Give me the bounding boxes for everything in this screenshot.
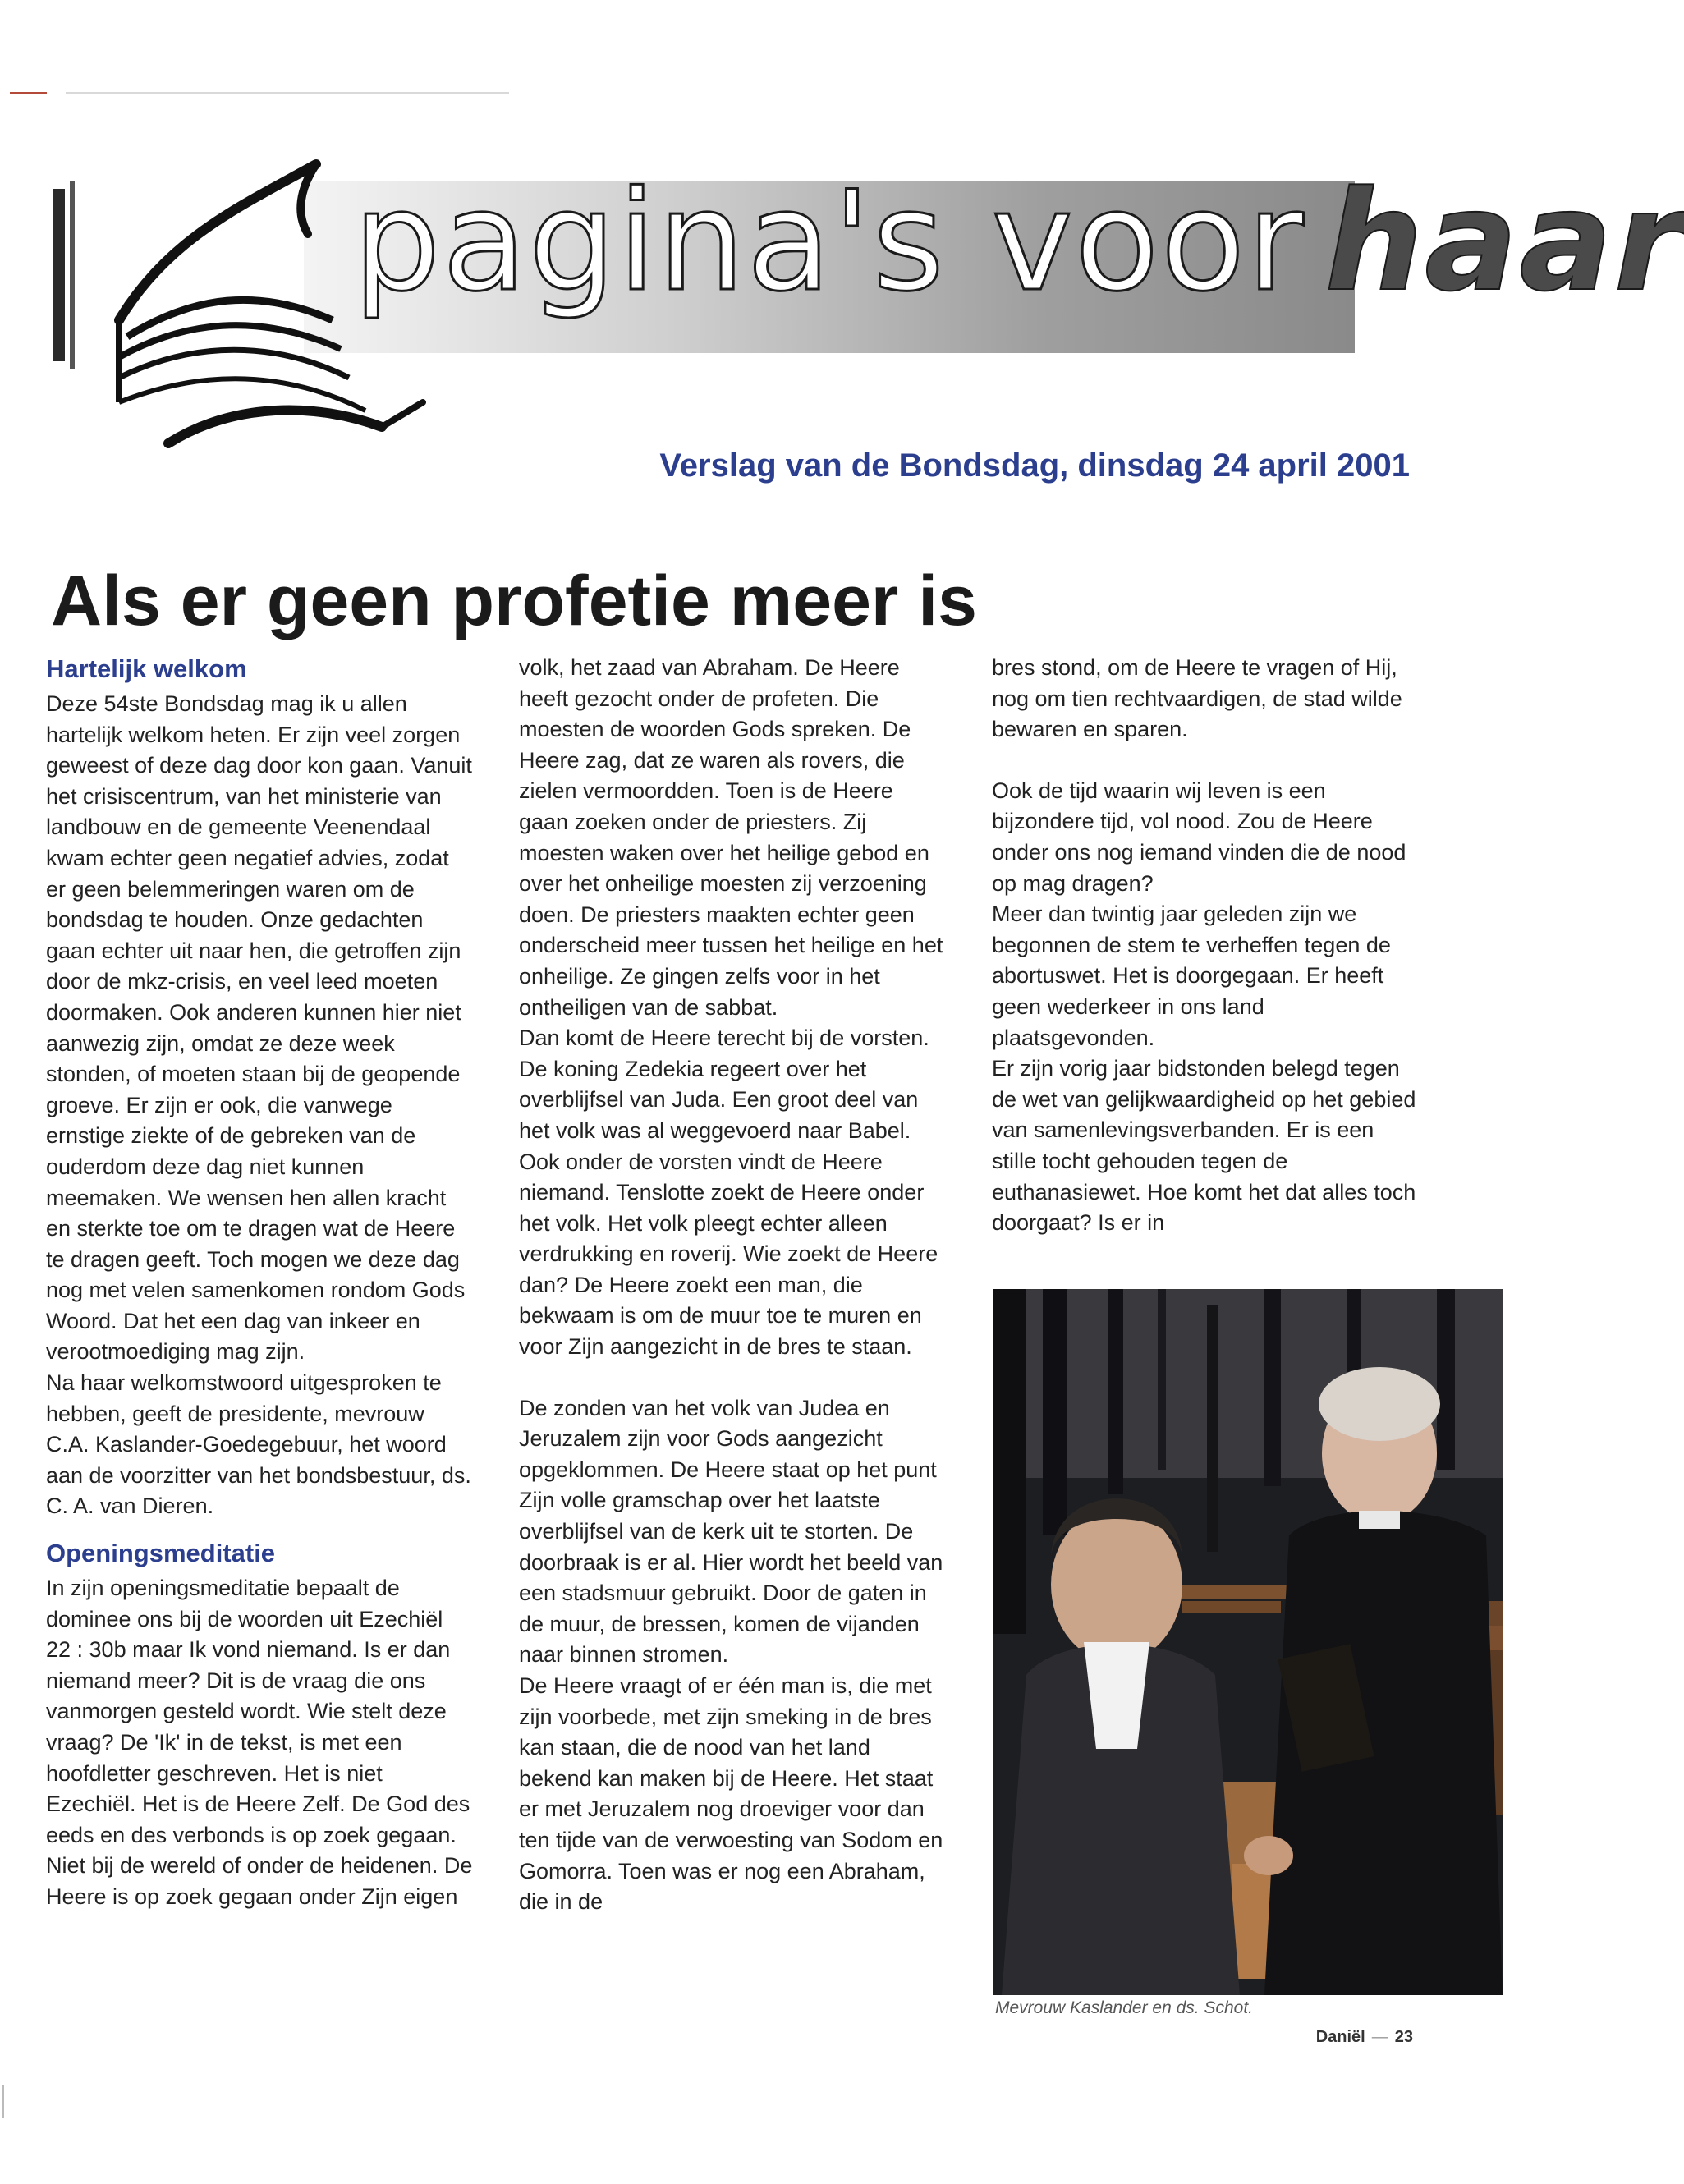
page-footer [1316,2028,1413,2047]
col2-paragraph-2: Dan komt de Heere terecht bij de vorsten. De koning Zedekia regeert over het overblijfsel van Juda. Een groot deel van het volk was al weggevoerd naar Babel. Ook onder de vorsten vindt de Heere niemand. Tenslotte zoekt de Heere onder het volk. Het volk pleegt echter alleen verdrukking en roverij. Wie zoekt de Heere dan? De Heere zoekt een man, die bekwaam is om de muur toe te muren en voor Zijn aangezicht in de bres te staan. [519,1025,938,1360]
magazine-name: Daniël [1315,2028,1365,2046]
section-heading-welcome: Hartelijk welkom [46,654,247,683]
col2-paragraph-1: volk, het zaad van Abraham. De Heere heeft gezocht onder de profeten. Die moesten de woorden Gods spreken. De Heere zag, dat ze waren als rovers, die zielen vermoordden. Toen is de Heere gaan zoeken onder de priesters. Zij moesten waken over het heilige gebod en over het onheilige moesten zij verzoening doen. De priesters maakten echter geen onderscheid meer tussen het heilige en het onheilige. Ze gingen zelfs voor in het ontheiligen van de sabbat. [519,655,943,1020]
article-subtitle: Verslag van de Bondsdag, dinsdag 24 april 2001 [659,447,1410,484]
footer-separator: — [1371,2028,1388,2046]
column-3 [992,653,1419,1239]
paragraph-gap [519,1363,946,1393]
photo-caption: Mevrouw Kaslander en ds. Schot. [995,1998,1253,2017]
banner-title [353,161,1684,322]
opening-paragraph: In zijn openingsmeditatie bepaalt de dominee ons bij de woorden uit Ezechiël 22 : 30b maar Ik vond niemand. Is er dan niemand meer? Dit is de vraag die ons vanmorgen gesteld wordt. Wie stelt deze vraag? De 'Ik' in de tekst, is met een hoofdletter geschreven. Het is niet Ezechiël. Het is de Heere Zelf. De God des eeds en des verbonds is op zoek gegaan. Niet bij de wereld of onder de heidenen. De Heere is op zoek gegaan onder Zijn eigen [46,1576,473,1909]
col3-paragraph-3: Meer dan twintig jaar geleden zijn we begonnen de stem te verheffen tegen de abortuswet. Het is doorgegaan. Er heeft geen wederkeer in ons land plaatsgevonden. [992,902,1391,1050]
top-rule-mark [10,92,47,94]
banner-left-bar [53,189,65,361]
col3-paragraph-2: Ook de tijd waarin wij leven is een bijzondere tijd, vol nood. Zou de Heere onder ons nog iemand vinden die de nood op mag dragen? [992,778,1406,896]
page-number: 23 [1394,2028,1413,2046]
top-rule-faint [66,92,509,94]
paragraph-gap [992,746,1419,776]
column-1 [46,653,473,1913]
section-banner [25,123,1684,468]
section-heading-opening: Openingsmeditatie [46,1539,276,1568]
scan-edge-mark [2,2085,4,2118]
banner-title-bold: haar [1324,161,1684,322]
col3-paragraph-1: bres stond, om de Heere te vragen of Hij, nog om tien rechtvaardigen, de stad wilde bewaren en sparen. [992,655,1402,742]
col2-paragraph-4: De Heere vraagt of er één man is, die met zijn voorbede, met zijn smeking in de bres kan staan, die de nood van het land bekend kan maken bij de Heere. Het staat er met Jeruzalem nog droeviger voor dan ten tijde van de verwoesting van Sodom en Gomorra. Toen was er nog een Abraham, die in de [519,1673,943,1915]
welcome-paragraph: Deze 54ste Bondsdag mag ik u allen hartelijk welkom heten. Er zijn veel zorgen geweest of deze dag door kon gaan. Vanuit het crisiscentrum, van het ministerie van landbouw en de gemeente Veenendaal kwam echter geen negatief advies, zodat er geen belemmeringen waren om de bondsdag te houden. Onze gedachten gaan echter uit naar hen, die getroffen zijn door de mkz-crisis, en veel leed moeten doormaken. Ook anderen kunnen hier niet aanwezig zijn, omdat ze deze week stonden, of moeten staan bij de geopende groeve. Er zijn er ook, die vanwege ernstige ziekte of de gebreken van de ouderdom deze dag niet kunnen meemaken. We wensen hen allen kracht en sterkte toe om te dragen wat de Heere te dragen geeft. Toch mogen we deze dag nog met velen samenkomen rondom Gods Woord. Dat het een dag van inkeer en verootmoediging mag zijn. [46,691,472,1365]
photo [993,1289,1503,1995]
welcome-after-paragraph: Na haar welkomstwoord uitgesproken te hebben, geeft de presidente, mevrouw C.A. Kaslander-Goedegebuur, het woord aan de voorzitter van het bondsbestuur, ds. C. A. van Dieren. [46,1370,471,1519]
col3-paragraph-4: Er zijn vorig jaar bidstonden belegd tegen de wet van gelijkwaardigheid op het gebied van samenlevingsverbanden. Er is een stille tocht gehouden tegen de euthanasiewet. Hoe komt het dat alles toch doorgaat? Is er in [992,1056,1416,1236]
article-headline: Als er geen profetie meer is [51,561,977,640]
photo-illustration [993,1289,1503,1995]
col2-paragraph-3: De zonden van het volk van Judea en Jeruzalem zijn voor Gods aangezicht opgeklommen. De Heere staat op het punt Zijn volle gramschap over het laatste overblijfsel van de kerk uit te storten. De doorbraak is er al. Hier wordt het beeld van een stadsmuur gebruikt. Door de gaten in de muur, de bressen, komen de vijanden naar binnen stromen. [519,1395,943,1668]
column-2 [519,653,946,1918]
banner-title-light: pagina's voor [353,161,1305,322]
